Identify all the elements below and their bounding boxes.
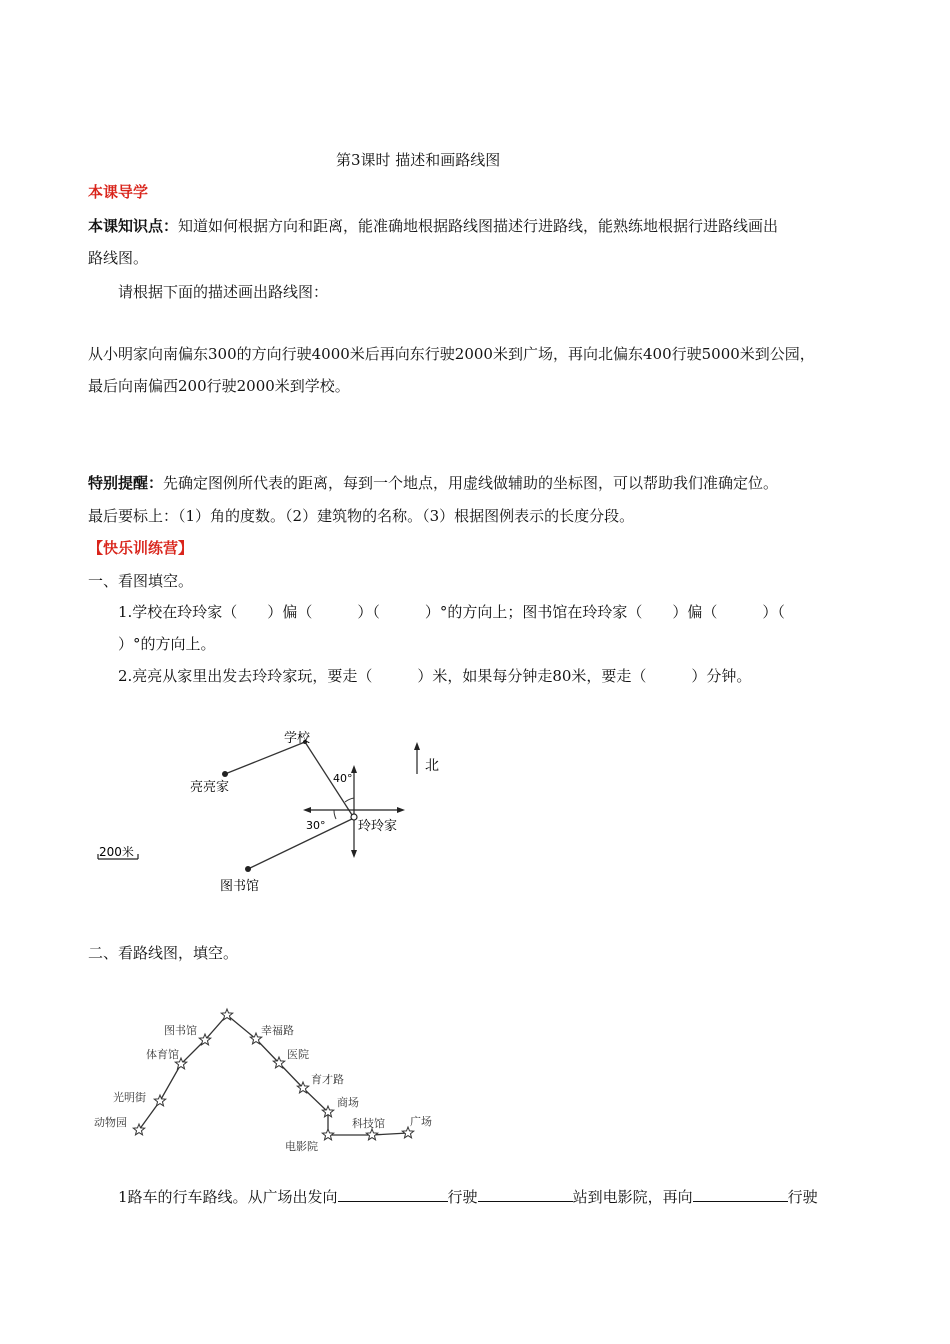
tip-paragraph [88,472,778,494]
tip-line1: 先确定图例所代表的距离，每到一个地点，用虚线做辅助的坐标图，可以帮助我们准确定位。 [163,474,779,492]
blank-stops[interactable] [478,1186,573,1202]
label-angle-library: 30° [306,819,326,832]
bus-question-part3: 站到电影院，再向 [572,1188,693,1206]
knowledge-line1: 知道如何根据方向和距离，能准确地根据路线图描述行进路线，能熟练地根据行进路线画出 [178,217,779,235]
label-lingling-home: 玲玲家 [358,819,398,834]
label-angle-school: 40° [333,772,353,785]
station-label-8: 电影院 [285,1140,318,1153]
station-label-3: 图书馆 [164,1024,197,1037]
section1-title: 一、看图填空。 [88,572,194,590]
road-liangliang-school [225,742,305,774]
knowledge-label: 本课知识点： [88,217,179,235]
station-star-icon [402,1127,413,1138]
question-2: 2.亮亮从家里出发去玲玲家玩，要走（ ）米，如果每分钟走80米，要走（ ）分钟。 [118,667,752,685]
label-liangliang-home: 亮亮家 [190,780,230,795]
knowledge-paragraph [88,215,778,237]
bus-route-map [80,1000,460,1160]
section2-title: 二、看路线图，填空。 [88,944,239,962]
blank-direction-1[interactable] [338,1186,448,1202]
question-1-line1: 1.学校在玲玲家（ ）偏（ ）（ ）°的方向上；图书馆在玲玲家（ ）偏（ ）（ [118,603,785,621]
guide-heading: 本课导学 [88,183,149,201]
angle-arc-school [345,798,354,802]
axis-arrow-right [397,807,405,813]
station-star-icon [133,1124,144,1135]
camp-heading: 【快乐训练营】 [88,539,194,557]
station-label-6: 育才路 [311,1073,344,1086]
station-label-1: 光明街 [113,1091,146,1104]
page-title: 第3课时 描述和画路线图 [336,151,501,169]
label-library: 图书馆 [220,879,260,894]
knowledge-line2: 路线图。 [88,249,149,267]
library-dot [245,866,251,872]
station-label-7: 商场 [337,1096,359,1109]
station-label-2: 体育馆 [146,1048,179,1061]
station-label-5: 医院 [287,1048,309,1061]
station-label-0: 动物园 [94,1116,127,1129]
station-star-icon [322,1129,333,1140]
station-label-4: 幸福路 [261,1024,294,1037]
station-star-icon [154,1095,165,1106]
label-scale: 200米 [99,845,134,859]
lingling-home-dot [351,814,357,820]
instruction: 请根据下面的描述画出路线图： [118,283,329,301]
bus-question-part1: 1路车的行车路线。从广场出发向 [118,1188,338,1206]
route-line2: 最后向南偏西200行驶2000米到学校。 [88,377,350,395]
label-school: 学校 [284,731,311,746]
label-north: 北 [425,758,439,774]
axis-arrow-down [351,850,357,858]
bus-question-part4: 行驶 [787,1188,818,1206]
north-arrow-icon [414,742,420,750]
station-star-icon [366,1129,377,1140]
angle-arc-library [334,810,336,819]
blank-direction-2[interactable] [693,1186,788,1202]
station-label-10: 广场 [410,1115,432,1128]
tip-label: 特别提醒： [88,474,164,492]
station-label-9: 科技馆 [352,1117,385,1130]
tip-line2: 最后要标上：（1）角的度数。（2）建筑物的名称。（3）根据图例表示的长度分段。 [88,507,635,525]
axis-arrow-left [303,807,311,813]
bus-question [118,1186,818,1208]
bus-question-part2: 行驶 [447,1188,478,1206]
question-1-line2: ）°的方向上。 [118,635,216,653]
direction-map [80,718,480,898]
station-star-icon [250,1033,261,1044]
liangliang-home-dot [222,771,228,777]
road-lingling-library [248,818,354,869]
route-line1: 从小明家向南偏东300的方向行驶4000米后再向东行驶2000米到广场，再向北偏东400行驶5000米到公园， [88,345,815,363]
